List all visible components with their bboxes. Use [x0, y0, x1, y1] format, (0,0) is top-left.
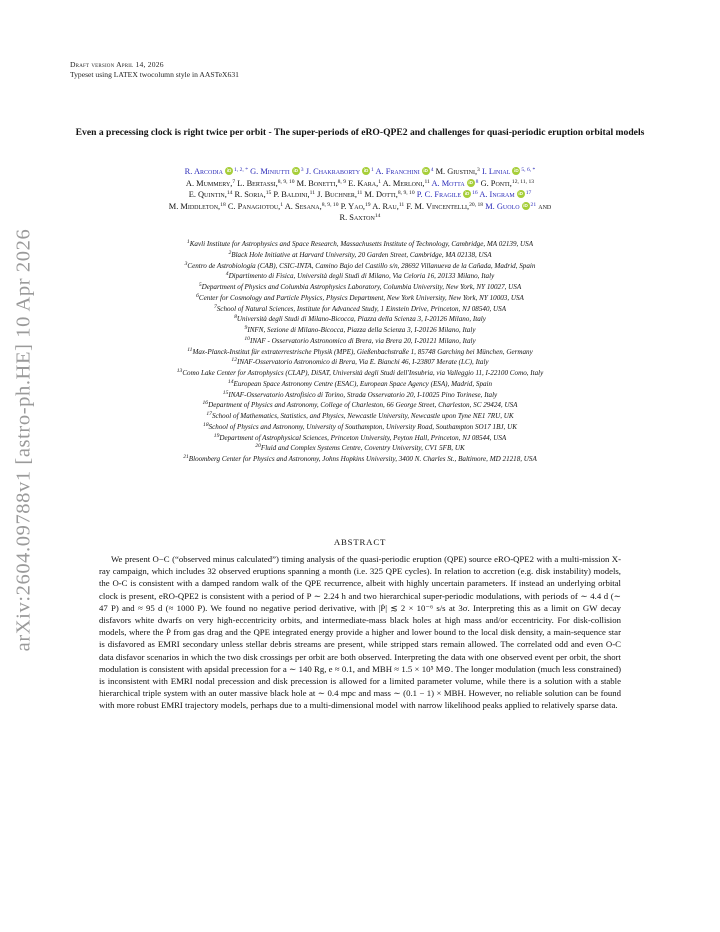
- affiliation-marker: 4: [430, 167, 434, 173]
- author-name-text: E. Kara,: [348, 178, 379, 188]
- typeset-line: Typeset using LATEX twocolumn style in AASTeX631: [70, 69, 239, 79]
- abstract-body: We present O−C (“observed minus calculated”) timing analysis of the quasi-periodic eruption (QPE) source eRO-QPE2 with a multi-mission X-ray campaign, which includes 32 observed eruptions spanning a month (i.e. 325 QPE cycles). In relation to accretion (e.g. disk instability) models, the O-C is consistent with a damped random walk of the QPE recurrence, albeit with highly uncertain parameters. If instead an underlying orbital clock is present, eRO-QPE2 is consistent with a period of P ∼ 2.24 h and two hierarchical super-periodic modulations, with periods of ∼ 4.4 d (∼ 47 P) and ≈ 95 d (≈ 1000 P). We found no negative period derivative, with |Ṗ| ≲ 2 × 10⁻⁶ s/s at 3σ. Interpreting this as a limit on GW decay disfavors white dwarfs on very high-eccentricity orbits, and intermediate-mass black holes at high mass and/or eccentricity. For disk-collision models, where the Ṗ from gas drag and the QPE integrated energy provide a higher and lower bound to the local disk density, a main-sequence star is disfavored as EMRI secondary unless stellar debris streams are present, while stripped stars remain allowed. The correlated odd and even O-C data disfavor scenarios in which the two disk crossings per orbit are both observed. Interpreting the data with one observed event per orbit, the short modulation is consistent with apsidal precession for a ∼ 140 Rg, e ≈ 0.1, and MBH ≈ 1.5 × 10⁵ M⊙. The longer modulation (much less constrained) is inconsistent with EMRI nodal precession and disk precession is allowed for a limited parameter volume, while there is a solution with a stable hierarchical triple system with an outer massive black hole at ∼ 0.4 mpc and mass ∼ (0.1 − 1) × MBH. However, no reliable solution can be found with more robust EMRI trajectory models, perhaps due to a multi-dimensional model with narrow likelihood peaks applied to relatively sparse data.: [99, 554, 621, 711]
- author-name: [228, 202, 283, 211]
- orcid-icon[interactable]: [463, 190, 471, 198]
- author-name-text: and: [538, 201, 552, 211]
- author-name-text: A. Mummery,: [185, 178, 233, 188]
- author-name[interactable]: [479, 190, 531, 199]
- affiliation-item: [50, 239, 670, 250]
- affiliation-item: [50, 304, 670, 315]
- affiliation-text: School of Natural Sciences, Institute for Advanced Study, 1 Einstein Drive, Princeton, NJ 08540, USA: [216, 304, 507, 313]
- affiliation-number: 9: [244, 325, 248, 331]
- author-name-text: A. Motta: [431, 178, 465, 188]
- affiliation-marker: 1, 2, *: [234, 167, 249, 173]
- author-name: [406, 202, 483, 211]
- affiliation-marker: 16: [472, 190, 478, 197]
- affiliation-marker: 8, 9, 10: [277, 178, 295, 185]
- affiliation-text: Dipartimento di Fisica, Università degli Studi di Milano, Via Celoria 16, 20133 Milano, Italy: [228, 272, 495, 281]
- author-name: [348, 179, 381, 188]
- affiliation-marker: 8: [475, 178, 479, 185]
- affiliation-number: 7: [213, 303, 217, 310]
- affiliation-text: Bloomberg Center for Physics and Astronomy, Johns Hopkins University, 3400 N. Charles St., Baltimore, MD 21218, USA: [188, 455, 537, 463]
- author-name-text: A. Rau,: [372, 201, 399, 211]
- affiliation-item: [50, 282, 670, 293]
- affiliation-marker: 5, 6, *: [521, 167, 536, 173]
- paper-title: Even a precessing clock is right twice per orbit - The super-periods of eRO-QPE2 and challenges for quasi-periodic eruption orbital models: [75, 127, 645, 138]
- affiliation-text: European Space Astronomy Centre (ESAC), European Space Agency (ESA), Madrid, Spain: [233, 379, 493, 388]
- author-name: [481, 179, 535, 188]
- affiliation-marker: 1: [371, 167, 374, 173]
- affiliation-text: INAF - Osservatorio Astronomico di Brera, via Brera 20, I-20121 Milano, Italy: [249, 336, 476, 345]
- author-line: [52, 166, 668, 178]
- affiliation-item: [50, 411, 670, 422]
- orcid-icon[interactable]: [362, 167, 370, 175]
- affiliation-number: 1: [186, 239, 190, 245]
- author-name: [237, 179, 294, 188]
- orcid-icon[interactable]: [522, 202, 530, 210]
- affiliation-number: 4: [225, 271, 229, 278]
- affiliation-text: Max-Planck-Institut für extraterrestrische Physik (MPE), Gießenbachstraße 1, 85748 Garching bei München, Germany: [192, 347, 533, 356]
- affiliation-item: [50, 443, 670, 454]
- author-name: [189, 190, 233, 199]
- affiliation-list: [50, 239, 670, 465]
- affiliation-marker: 17: [525, 190, 532, 197]
- orcid-icon[interactable]: [467, 179, 475, 187]
- affiliation-marker: 19: [365, 201, 371, 208]
- affiliation-number: 15: [222, 389, 229, 396]
- author-name: [186, 179, 235, 188]
- affiliation-marker: 11: [309, 190, 316, 197]
- author-name-text: P. C. Fragile: [416, 190, 462, 200]
- author-list: [52, 166, 668, 224]
- affiliation-number: 13: [176, 368, 183, 374]
- affiliation-number: 5: [198, 282, 202, 288]
- author-name-text: P. Baldini,: [273, 190, 310, 200]
- affiliation-marker: 11: [398, 201, 405, 208]
- affiliation-marker: 14: [374, 213, 381, 220]
- affiliation-item: [50, 250, 670, 261]
- affiliation-marker: 8, 9, 10: [397, 190, 415, 197]
- affiliation-marker: 15: [265, 190, 272, 197]
- affiliation-marker: 21: [530, 201, 537, 208]
- affiliation-number: 6: [196, 292, 199, 299]
- author-name: [364, 190, 414, 199]
- author-name-text: A. Franchini: [375, 167, 420, 176]
- author-name-text: M. Guolo: [485, 201, 520, 211]
- affiliation-text: INFN, Sezione di Milano-Bicocca, Piazza della Scienza 3, I-20126 Milano, Italy: [247, 326, 476, 334]
- author-name[interactable]: [375, 167, 433, 176]
- affiliation-number: 12: [231, 357, 237, 364]
- author-name-text: R. Saxton: [339, 213, 375, 223]
- orcid-icon[interactable]: [292, 167, 300, 175]
- author-name: [317, 190, 362, 199]
- affiliation-item: [50, 400, 670, 411]
- affiliation-item: [50, 433, 670, 444]
- author-name[interactable]: [431, 179, 478, 188]
- affiliation-item: [50, 325, 670, 336]
- author-name-text: C. Panagiotou,: [227, 201, 281, 211]
- author-name-text: A. Ingram: [479, 190, 515, 200]
- affiliation-marker: 18: [220, 201, 226, 208]
- author-name: [340, 213, 381, 222]
- author-line: [52, 212, 668, 224]
- affiliation-item: [50, 422, 670, 433]
- affiliation-marker: 1: [378, 178, 382, 185]
- affiliation-text: Kavli Institute for Astrophysics and Space Research, Massachusetts Institute of Technology, Cambridge, MA 02139, USA: [189, 240, 534, 248]
- affiliation-item: [50, 314, 670, 325]
- affiliation-text: Centro de Astrobiología (CAB), CSIC-INTA, Camino Bajo del Castillo s/n, 28692 Villanueva de la Cañada, Madrid, Spain: [187, 261, 536, 270]
- author-name-text: E. Quintin,: [188, 190, 227, 200]
- author-name[interactable]: [482, 167, 535, 176]
- affiliation-text: School of Mathematics, Statistics, and Physics, Newcastle University, Newcastle upon Tyne NE1 7RU, UK: [211, 412, 514, 420]
- author-name: [273, 190, 315, 199]
- author-name-text: M. Middleton,: [168, 201, 221, 211]
- affiliation-number: 16: [202, 400, 209, 407]
- affiliation-text: INAF-Osservatorio Astrofisico di Torino, Strada Osservatorio 20, I-10025 Pino Torinese, Italy: [228, 390, 498, 399]
- author-name-text: R. Soria,: [234, 190, 266, 200]
- affiliation-item: [50, 347, 670, 358]
- author-name[interactable]: [306, 167, 374, 176]
- affiliation-text: Università degli Studi di Milano-Bicocca, Piazza della Scienza 3, I-20126 Milano, Italy: [236, 315, 486, 324]
- author-line: [52, 178, 668, 190]
- affiliation-number: 19: [213, 432, 220, 439]
- affiliation-number: 3: [184, 260, 188, 267]
- author-name-text: I. Linial: [481, 167, 511, 176]
- affiliation-text: INAF-Osservatorio Astronomico di Brera, Via E. Bianchi 46, I-23807 Merate (LC), Italy: [236, 358, 489, 367]
- author-conjunction: [538, 202, 551, 211]
- affiliation-number: 20: [255, 443, 261, 450]
- affiliation-item: [50, 379, 670, 390]
- affiliation-marker: 1: [280, 201, 284, 208]
- affiliation-text: Department of Physics and Astronomy, College of Charleston, 66 George Street, Charleston, SC 29424, USA: [208, 401, 518, 410]
- author-name-text: G. Ponti,: [480, 178, 512, 188]
- affiliation-item: [50, 293, 670, 304]
- author-name: [235, 190, 272, 199]
- author-name[interactable]: [417, 190, 478, 199]
- author-line: [52, 189, 668, 201]
- author-name[interactable]: [485, 202, 536, 211]
- affiliation-marker: 14: [226, 190, 233, 197]
- orcid-icon[interactable]: [512, 167, 520, 175]
- affiliation-number: 2: [228, 249, 232, 256]
- affiliation-number: 14: [227, 378, 234, 385]
- author-line: [52, 201, 668, 213]
- author-name: [297, 179, 346, 188]
- affiliation-marker: 12, 11, 13: [511, 178, 535, 185]
- arxiv-identifier-stamp: [6, 0, 42, 932]
- affiliation-marker: 20, 18: [469, 201, 484, 208]
- affiliation-marker: 11: [424, 178, 430, 185]
- arxiv-identifier-text: arXiv:2604.09788v1 [astro-ph.HE] 10 Apr 2026: [12, 228, 35, 652]
- orcid-icon[interactable]: [225, 167, 233, 175]
- author-name-text: P. Yao,: [340, 201, 365, 211]
- affiliation-text: Department of Astrophysical Sciences, Princeton University, Peyton Hall, Princeton, NJ 08544, USA: [219, 433, 507, 442]
- affiliation-number: 10: [244, 335, 250, 342]
- author-name-text: J. Buchner,: [317, 190, 357, 200]
- affiliation-text: Fluid and Complex Systems Centre, Coventry University, CV1 5FB, UK: [260, 444, 465, 453]
- author-name-text: M. Dotti,: [364, 190, 398, 200]
- author-name: [169, 202, 226, 211]
- affiliation-text: School of Physics and Astronomy, University of Southampton, University Road, Southampton SO17 1BJ, UK: [208, 422, 517, 431]
- document-header: [70, 60, 239, 79]
- affiliation-number: 21: [183, 454, 189, 460]
- affiliation-item: [50, 271, 670, 282]
- affiliation-marker: 8, 9, 10: [321, 201, 339, 208]
- affiliation-marker: 3: [300, 167, 304, 173]
- author-name: [383, 179, 430, 188]
- affiliation-item: [50, 390, 670, 401]
- affiliation-item: [50, 454, 670, 465]
- affiliation-marker: 3: [477, 167, 480, 173]
- orcid-icon[interactable]: [517, 190, 525, 198]
- orcid-icon[interactable]: [422, 167, 430, 175]
- affiliation-text: Black Hole Initiative at Harvard University, 20 Garden Street, Cambridge, MA 02138, USA: [231, 250, 492, 259]
- author-name-text: F. M. Vincentelli,: [406, 201, 470, 211]
- author-name-text: R. Arcodia: [184, 167, 224, 176]
- author-name[interactable]: [185, 167, 248, 176]
- author-name-text: G. Miniutti: [250, 167, 290, 176]
- affiliation-marker: 7: [232, 178, 236, 185]
- author-name-text: J. Chakraborty: [305, 167, 361, 176]
- affiliation-number: 11: [187, 346, 193, 353]
- author-name: [436, 167, 480, 176]
- author-name: [372, 202, 404, 211]
- affiliation-marker: 11: [356, 190, 363, 197]
- affiliation-marker: 8, 9: [337, 178, 346, 185]
- affiliation-text: Como Lake Center for Astrophysics (CLAP), DiSAT, Università degli Studi dell'Insubria, via Valleggio 11, I-22100 Como, Italy: [182, 369, 544, 377]
- abstract-heading: ABSTRACT: [333, 537, 387, 547]
- draft-version-line: Draft version April 14, 2026: [70, 60, 164, 69]
- author-name: [285, 202, 339, 211]
- author-name-text: A. Merloni,: [382, 178, 425, 188]
- affiliation-text: Department of Physics and Columbia Astrophysics Laboratory, Columbia University, New York, NY 10027, USA: [201, 283, 522, 291]
- affiliation-item: [50, 357, 670, 368]
- affiliation-text: Center for Cosmology and Particle Physics, Physics Department, New York University, New York, NY 10003, USA: [198, 293, 524, 302]
- author-name-text: M. Bonetti,: [296, 178, 338, 188]
- affiliation-number: 8: [234, 314, 237, 321]
- author-name-text: L. Bertassi,: [237, 178, 278, 188]
- author-name-text: M. Giustini,: [435, 167, 478, 176]
- affiliation-item: [50, 261, 670, 272]
- author-name-text: A. Sesana,: [284, 201, 322, 211]
- affiliation-number: 17: [206, 411, 212, 417]
- affiliation-item: [50, 368, 670, 379]
- author-name[interactable]: [250, 167, 303, 176]
- affiliation-number: 18: [203, 421, 209, 428]
- author-name: [341, 202, 371, 211]
- affiliation-item: [50, 336, 670, 347]
